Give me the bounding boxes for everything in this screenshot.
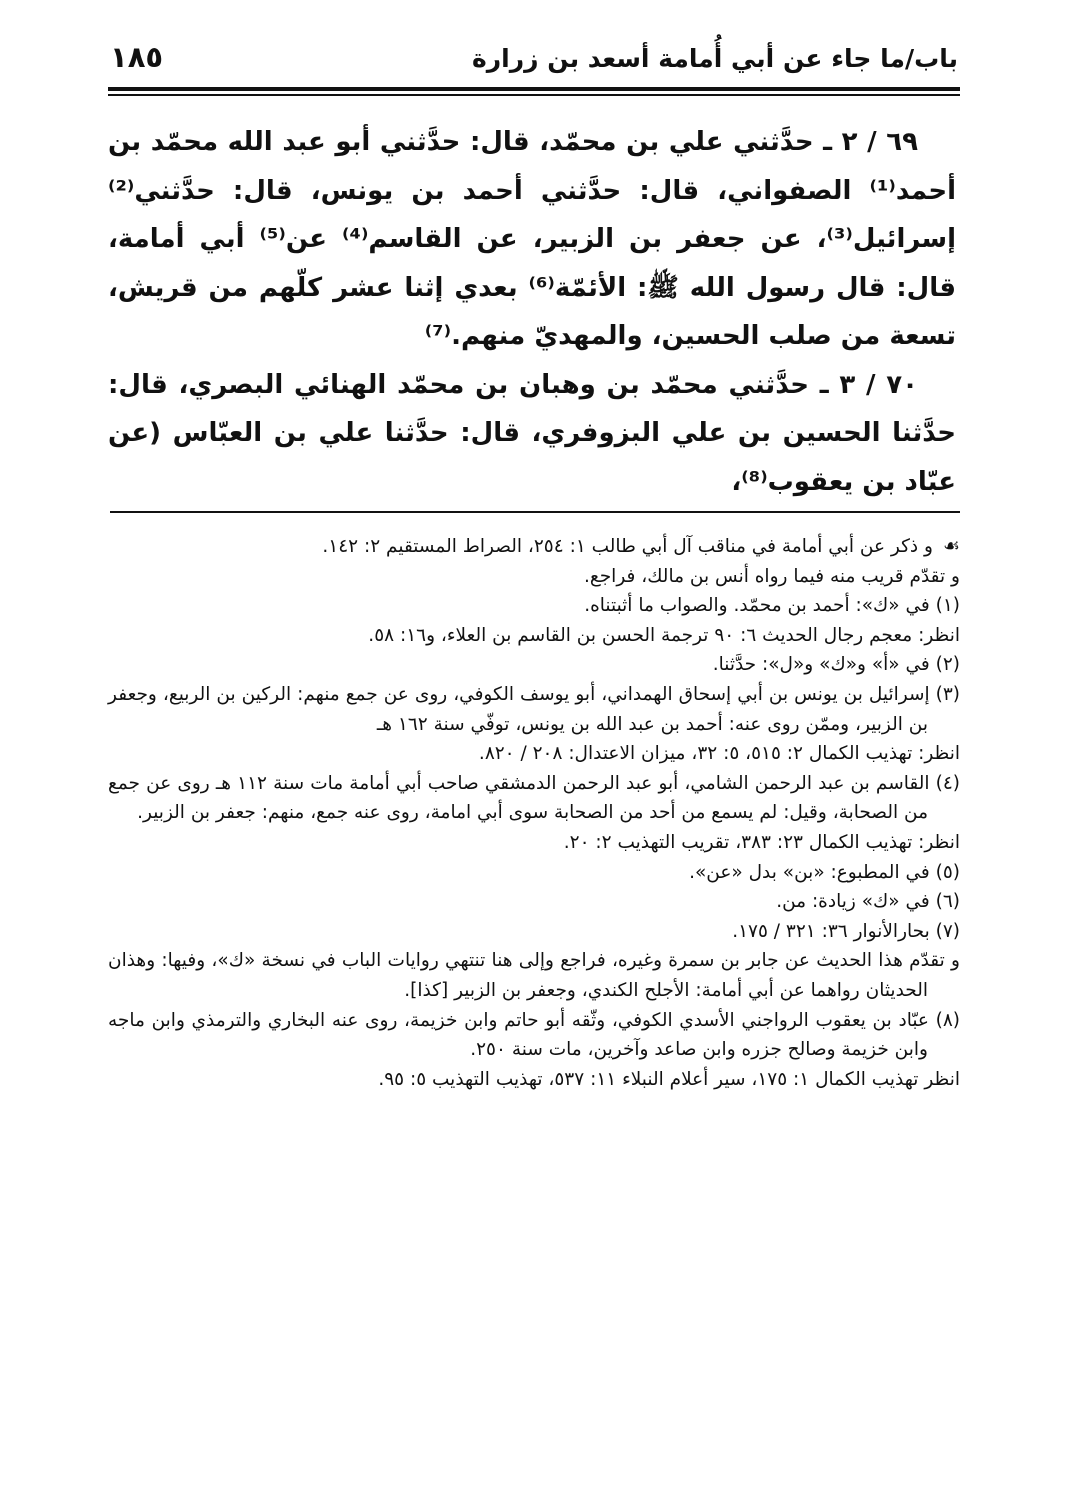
footnote-7: (٧) بحارالأنوار ٣٦: ٣٢١ / ١٧٥. bbox=[732, 920, 960, 942]
footnote-8: (٨) عبّاد بن يعقوب الرواجني الأسدي الكوفي، وثّقه أبو حاتم وابن خزيمة، روى عنه البخاري والترمذي وابن ماجه وابن خزيمة وصالح جزره وابن صاعد وآخرين، مات سنة ٢٥٠. bbox=[108, 1009, 960, 1061]
hadith-69: ٦٩ / ٢ ـ حدَّثني علي بن محمّد، قال: حدَّثني أبو عبد الله محمّد بن أحمد⁽¹⁾ الصفواني، قال: حدَّثني أحمد بن يونس، قال: حدَّثني⁽²⁾ إسرائيل⁽³⁾، عن جعفر بن الزبير، عن القاسم⁽⁴⁾ عن⁽⁵⁾ أبي أمامة، قال: قال رسول الله ﷺ: الأئمّة⁽⁶⁾ بعدي إثنا عشر كلّهم من قريش، تسعة من صلب الحسين، والمهديّ منهم.⁽⁷⁾ bbox=[108, 127, 957, 351]
page-number: ١٨٥ bbox=[110, 40, 164, 74]
footnote-6: (٦) في «ك» زيادة: من. bbox=[776, 891, 960, 913]
footnote-text: و ذكر عن أبي أمامة في مناقب آل أبي طالب ١: ٢٥٤، الصراط المستقيم ٢: ١٤٢. bbox=[322, 536, 933, 557]
footnote-1: (١) في «ك»: أحمد بن محمّد. والصواب ما أثبتناه. bbox=[584, 595, 960, 617]
footnote-4: (٤) القاسم بن عبد الرحمن الشامي، أبو عبد الرحمن الدمشقي صاحب أبي أمامة مات سنة ١١٢ هـ روى عن جمع من الصحابة، وقيل: لم يسمع من أحد من الصحابة سوى أبي امامة، روى عنه جمع، منهم: جعفر بن الزبير. bbox=[108, 772, 960, 824]
footnote-marker-icon: ☙ bbox=[942, 535, 960, 557]
footnote-7-note: و تقدّم هذا الحديث عن جابر بن سمرة وغيره، فراجع وإلى هنا تنتهي روايات الباب في نسخة «ك»، وفيها: وهذان الحديثان رواهما عن أبي أمامة: الأجلح الكندي، وجعفر بن الزبير [كذا]. bbox=[108, 950, 960, 1001]
footnote-separator bbox=[110, 511, 960, 513]
footnote-3-ref: انظر: تهذيب الكمال ٢: ٥١٥، ٥: ٣٢، ميزان الاعتدال: ٢٠٨ / ٨٢٠. bbox=[478, 743, 960, 765]
running-title: باب/ما جاء عن أبي أُمامة أسعد بن زرارة bbox=[472, 44, 958, 73]
footnote-line: و تقدّم قريب منه فيما رواه أنس بن مالك، فراجع. bbox=[584, 565, 960, 587]
footnote-source-note bbox=[108, 532, 960, 562]
footnotes bbox=[108, 532, 960, 1094]
footnote-8-ref: انظر تهذيب الكمال ١: ١٧٥، سير أعلام النبلاء ١١: ٥٣٧، تهذيب التهذيب ٥: ٩٥. bbox=[378, 1068, 960, 1090]
footnote-3: (٣) إسرائيل بن يونس بن أبي إسحاق الهمداني، أبو يوسف الكوفي، روى عن جمع منهم: الركين بن الربيع، وجعفر بن الزبير، وممّن روى عنه: أحمد بن عبد الله بن يونس، توفّي سنة ١٦٢ هـ bbox=[108, 683, 960, 735]
footnote-5: (٥) في المطبوع: «بن» بدل «عن». bbox=[689, 861, 960, 883]
header-rule-thin bbox=[108, 94, 960, 96]
footnote-4-ref: انظر: تهذيب الكمال ٢٣: ٣٨٣، تقريب التهذيب ٢: ٢٠. bbox=[563, 831, 960, 853]
header-rule-thick bbox=[108, 87, 960, 91]
footnote-2: (٢) في «أ» و«ك» و«ل»: حدَّثنا. bbox=[712, 654, 960, 676]
footnote-1-ref: انظر: معجم رجال الحديث ٦: ٩٠ ترجمة الحسن بن القاسم بن العلاء، و١٦: ٥٨. bbox=[368, 624, 960, 646]
hadith-70: ٧٠ / ٣ ـ حدَّثني محمّد بن وهبان بن محمّد الهنائي البصري، قال: حدَّثنا الحسين بن علي البزوفري، قال: حدَّثنا علي بن العبّاس (عن عبّاد بن يعقوب⁽⁸⁾، bbox=[108, 369, 956, 497]
main-text bbox=[108, 118, 956, 506]
page-header bbox=[108, 36, 958, 84]
